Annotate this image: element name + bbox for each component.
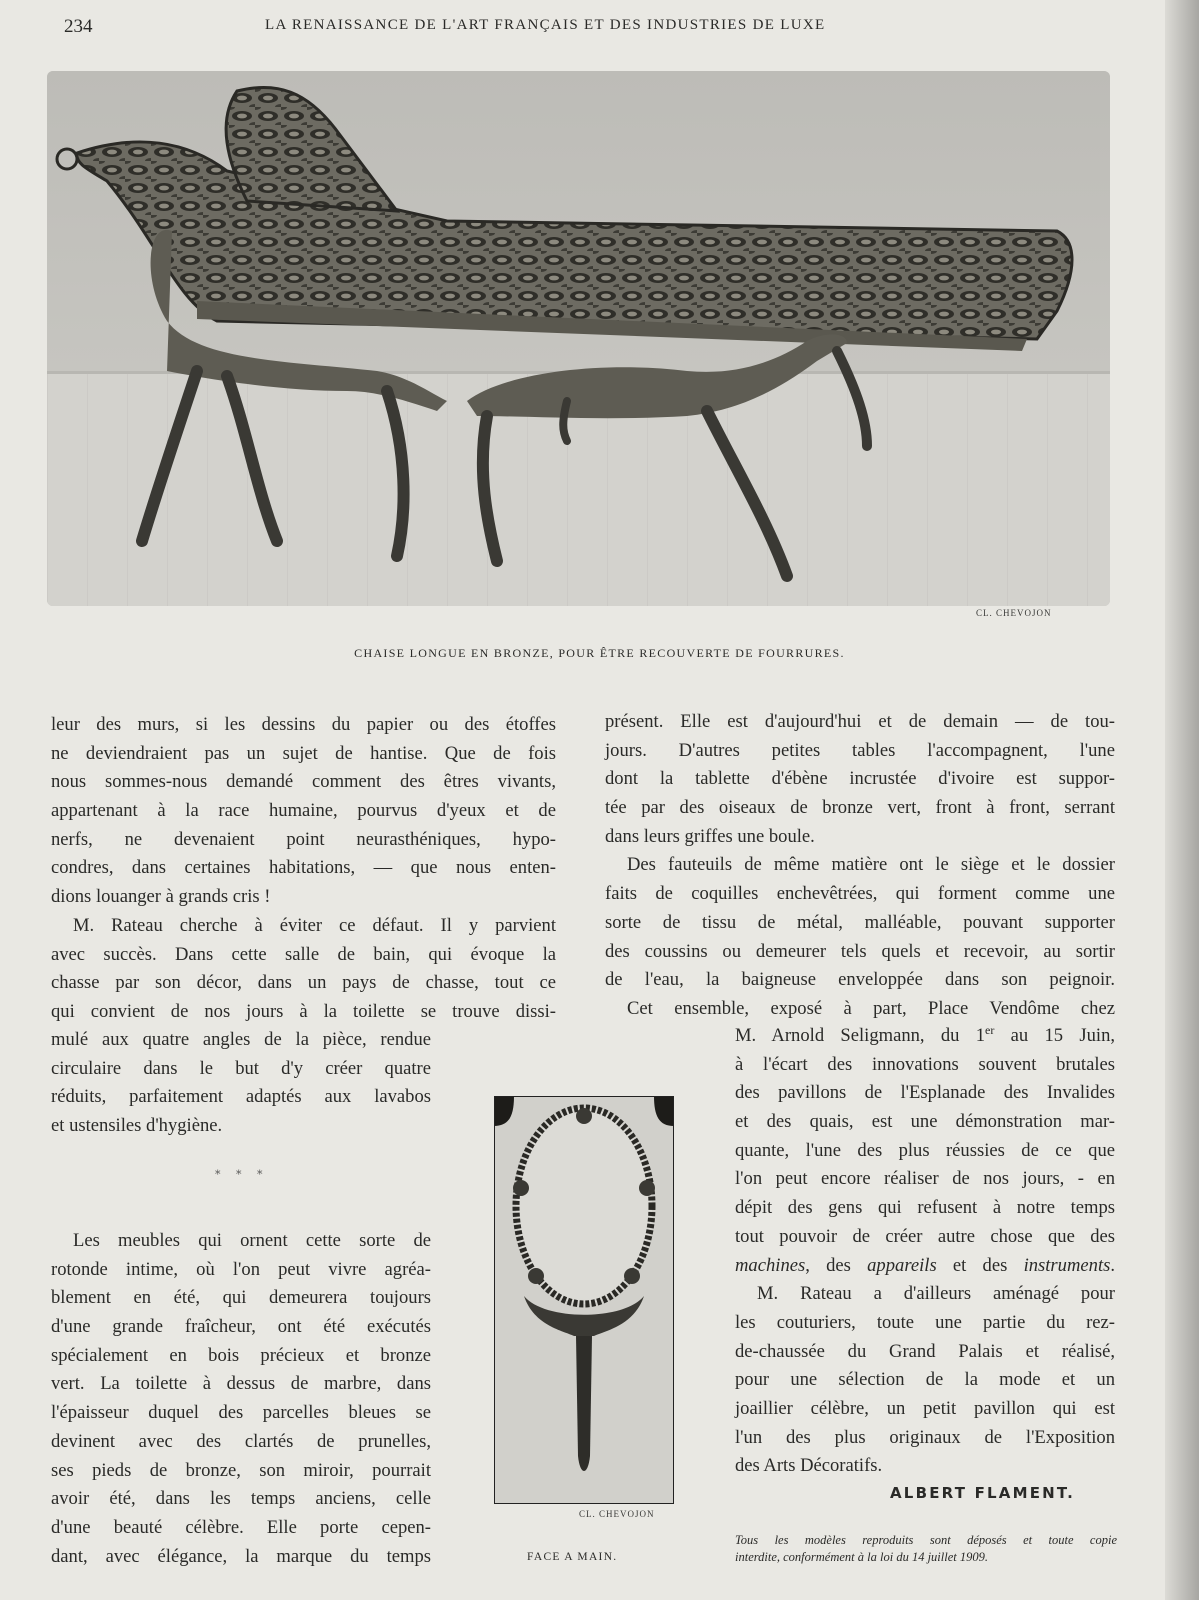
text-line: réduits, parfaitement adaptés aux lavabos [51, 1086, 431, 1108]
text-line: et ustensiles d'hygiène. [51, 1115, 223, 1137]
text-line: devinent avec des clartés de prunelles, [51, 1430, 431, 1452]
chaise-longue-illustration [47, 71, 1110, 606]
left-column-paragraph-2-narrow [51, 1026, 431, 1141]
text-line: Cet ensemble, exposé à part, Place Vendôme chez [627, 997, 1115, 1019]
text-line: dépit des gens qui refusent à notre temps [735, 1197, 1115, 1219]
photo-credit-main: CL. CHEVOJON [976, 608, 1052, 618]
text-line: M. Rateau a d'ailleurs aménagé pour [757, 1283, 1115, 1305]
text-line: des pavillons de l'Esplanade des Invalides [735, 1082, 1115, 1104]
photo-credit-mirror: CL. CHEVOJON [579, 1509, 655, 1519]
text-line: de l'eau, la baigneuse enveloppée dans son peignoir. [605, 969, 1115, 991]
right-column-paragraphs-3-4 [735, 1022, 1115, 1481]
text-line: quante, l'une des plus réussies de ce que [735, 1139, 1115, 1161]
author-signature: ALBERT FLAMENT. [890, 1484, 1075, 1502]
text-line: ne deviendraient pas un sujet de hantise. Que de fois [51, 742, 556, 764]
text-line: qui convient de nos jours à la toilette se trouve dissi- [51, 1000, 556, 1022]
text-line: tée par des oiseaux de bronze vert, front à front, serrant [605, 797, 1115, 819]
text-line: nous sommes-nous demandé comment des êtres vivants, [51, 771, 556, 793]
text-line: Des fauteuils de même matière ont le siège et le dossier [627, 854, 1115, 876]
text-line: des Arts Décoratifs. [735, 1455, 883, 1477]
text-fragment: M. Arnold Seligmann, du 1 [735, 1025, 986, 1046]
text-line: d'une grande fraîcheur, ont été exécutés [51, 1316, 431, 1338]
superscript: er [985, 1022, 995, 1037]
running-head: LA RENAISSANCE DE L'ART FRANÇAIS ET DES INDUSTRIES DE LUXE [265, 17, 826, 33]
text-line: appartenant à la race humaine, pourvus d'yeux et de [51, 800, 556, 822]
text-line: nerfs, ne devenaient point neurasthéniques, hypo- [51, 828, 556, 850]
text-line: faits de coquilles enchevêtrées, qui forment comme une [605, 883, 1115, 905]
text-line: sorte de tissu de métal, malléable, pouvant supporter [605, 911, 1115, 933]
text-fragment: et des [936, 1254, 1024, 1276]
text-line-emphasis [735, 1252, 1115, 1281]
text-line: vert. La toilette à dessus de marbre, dans [51, 1373, 431, 1395]
right-column-paragraphs-1-2 [605, 708, 1115, 1024]
text-line: rotonde intime, où l'on peut vivre agréa- [51, 1258, 431, 1280]
figure-caption-mirror: FACE A MAIN. [527, 1551, 618, 1563]
copyright-notice [735, 1532, 1117, 1566]
text-line: avoir été, dans les temps anciens, celle [51, 1488, 431, 1510]
text-line: présent. Elle est d'aujourd'hui et de demain — de tou- [605, 711, 1115, 732]
text-line: joaillier célèbre, un petit pavillon qui est [735, 1397, 1115, 1419]
page-number: 234 [64, 16, 93, 37]
text-line: dions louanger à grands cris ! [51, 886, 271, 908]
text-line: condres, dans certaines habitations, — que nous enten- [51, 857, 556, 879]
text-line: avec succès. Dans cette salle de bain, qui évoque la [51, 943, 556, 965]
text-line: ses pieds de bronze, son miroir, pourrait [51, 1459, 431, 1481]
emphasis-word: appareils [867, 1254, 937, 1276]
text-line: pour une sélection de la mode et un [735, 1369, 1115, 1391]
text-line: d'une beauté célèbre. Elle porte cepen- [51, 1516, 431, 1538]
text-fragment: , des [805, 1254, 868, 1276]
text-line: l'épaisseur duquel des parcelles bleues se [51, 1402, 431, 1424]
text-line: Tous les modèles reproduits sont déposés et toute copie [735, 1533, 1117, 1547]
hand-mirror-illustration [494, 1096, 674, 1504]
text-line: dans leurs griffes une boule. [605, 825, 815, 847]
emphasis-word: machines [735, 1254, 806, 1276]
text-line: interdite, conformément à la loi du 14 juillet 1909. [735, 1550, 988, 1564]
text-line: des coussins ou demeurer tels quels et recevoir, au sortir [605, 940, 1115, 962]
chaise-longue-photo [47, 71, 1110, 606]
text-line: tout pouvoir de créer autre chose que des [735, 1225, 1115, 1247]
text-line: jours. D'autres petites tables l'accompagnent, l'une [605, 739, 1115, 761]
text-line: l'un des plus originaux de l'Exposition [735, 1426, 1115, 1448]
text-line: spécialement en bois précieux et bronze [51, 1344, 431, 1366]
text-line: à l'écart des innovations souvent brutales [735, 1053, 1115, 1075]
text-line: leur des murs, si les dessins du papier ou des étoffes [51, 714, 556, 735]
text-line: M. Rateau cherche à éviter ce défaut. Il y parvient [73, 914, 556, 936]
text-line: les couturiers, toute une partie du rez- [735, 1311, 1115, 1333]
emphasis-word: instruments [1023, 1254, 1111, 1276]
section-asterism: * * * [215, 1168, 269, 1181]
text-line: de-chaussée du Grand Palais et réalisé, [735, 1340, 1115, 1362]
text-line: blement en été, qui demeurera toujours [51, 1287, 431, 1309]
text-line: mulé aux quatre angles de la pièce, rendue [51, 1029, 431, 1050]
text-line: circulaire dans le but d'y créer quatre [51, 1057, 431, 1079]
text-line: et des quais, est une démonstration mar- [735, 1111, 1115, 1133]
text-line: l'on peut encore réaliser de nos jours, - en [735, 1168, 1115, 1190]
text-line: chasse par son décor, dans un pays de chasse, tout ce [51, 972, 556, 994]
hand-mirror-photo [494, 1096, 674, 1504]
text-line: dant, avec élégance, la marque du temps [51, 1545, 431, 1567]
figure-caption-main: CHAISE LONGUE EN BRONZE, POUR ÊTRE RECOUVERTE DE FOURRURES. [354, 646, 845, 660]
text-line: dont la tablette d'ébène incrustée d'ivoire est suppor- [605, 768, 1115, 790]
text-line-seligmann [735, 1022, 1115, 1051]
text-fragment: au 15 Juin, [994, 1025, 1116, 1046]
page-edge-shadow [1165, 0, 1199, 1600]
left-column-paragraphs-1-2 [51, 711, 556, 1027]
left-column-paragraph-3 [51, 1227, 431, 1571]
text-fragment: . [1110, 1254, 1115, 1276]
text-line: Les meubles qui ornent cette sorte de [73, 1230, 431, 1251]
